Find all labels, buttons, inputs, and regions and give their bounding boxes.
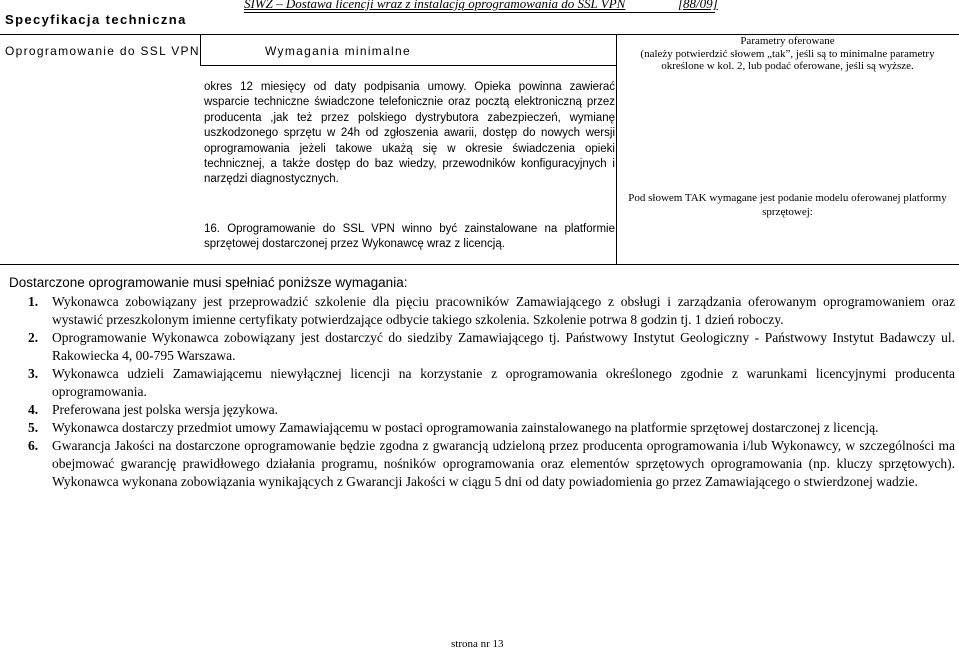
column-c-header-line: określone w kol. 2, lub podać oferowane, jeśli są wyższe. xyxy=(661,60,914,72)
list-item-number: 3. xyxy=(28,366,39,381)
list-item-text: Wykonawca zobowiązany jest przeprowadzić szkolenie dla pięciu pracowników Zamawiającego z obsługi i zarządzania oferowanym oprogramowaniem oraz wystawić przeszkolonym imienne certyfikaty potwierdzające odbycie takiego szkolenia. Szkolenie potrwa 8 godzin tj. 1 dzień roboczy. xyxy=(52,294,955,327)
list-item xyxy=(26,401,955,419)
table-divider-b-c xyxy=(616,34,617,265)
column-c-note xyxy=(620,192,955,219)
requirement-line: 16. Oprogramowanie do SSL VPN winno być zainstalowane na platformie xyxy=(204,223,615,235)
table-header-bottom xyxy=(200,65,616,66)
list-item-text: Oprogramowanie Wykonawca zobowiązany jest dostarczyć do siedziby Zamawiającego tj. Państwowy Instytut Geologiczny - Państwowy Instytut Badawczy ul. Rakowiecka 4, 00-795 Warszawa. xyxy=(52,330,955,363)
requirement-16 xyxy=(204,222,615,253)
column-c-header-line: (należy potwierdzić słowem „tak”, jeśli są to minimalne parametry xyxy=(640,47,935,60)
requirements-list xyxy=(26,293,955,491)
requirement-line: uszkodzonego sprzętu w 24h od zgłoszenia awarii, dostęp do nowych wersji xyxy=(204,127,615,140)
list-item-text: Wykonawca dostarczy przedmiot umowy Zamawiającemu w postaci oprogramowania zainstalowanego na platformie sprzętowej dostarczonej z licencją. xyxy=(52,420,879,435)
list-item-text: Wykonawca udzieli Zamawiającemu niewyłącznej licencji na korzystanie z oprogramowania określonego zgodnie z warunkami licencyjnymi producenta oprogramowania. xyxy=(52,366,955,399)
column-a-header: Oprogramowanie do SSL VPN xyxy=(5,44,200,58)
list-item-number: 6. xyxy=(28,438,39,453)
requirement-text xyxy=(204,80,615,188)
table-divider-a-b xyxy=(200,34,201,65)
column-c-note-line: Pod słowem TAK wymagane jest podanie modelu oferowanej platformy xyxy=(628,192,947,204)
list-item-text: Gwarancja Jakości na dostarczone oprogramowanie będzie zgodna z gwarancją udzieloną przez producenta oprogramowania i/lub Wykonawcy, w szczególności ma obejmować gwarancję prawidłowego działania programu, nośników oprogramowania oraz elementów sprzętowych oprogramowania (np. kluczy sprzętowych). Wykonawca wykonana zobowiązania wynikających z Gwarancji Jakości w ciągu 5 dni od daty powiadomienia go przez Zamawiającego o stwierdzonej wadzie. xyxy=(52,438,955,489)
requirement-line: oprogramowania jeżeli takowe ukażą się w okresie świadczenia opieki xyxy=(204,142,615,155)
requirement-line: narzędzi diagnostycznych. xyxy=(204,173,339,186)
requirements-intro: Dostarczone oprogramowanie musi spełniać poniższe wymagania: xyxy=(9,275,408,290)
document-title: SIWZ – Dostawa licencji wraz z instalacją oprogramowania do SSL VPN xyxy=(244,0,626,11)
section-title: Specyfikacja techniczna xyxy=(5,12,187,27)
list-item-number: 1. xyxy=(28,294,39,309)
requirement-line: sprzętowej dostarczonej przez Wykonawcę wraz z licencją. xyxy=(204,238,505,251)
list-item-number: 5. xyxy=(28,420,39,435)
header-rule xyxy=(244,12,715,13)
list-item xyxy=(26,365,955,401)
page-reference: [88/09] xyxy=(678,0,718,11)
requirement-line: producenta ,jak też przez polskiego dystrybutora zabezpieczeń, wymianę xyxy=(204,111,615,124)
column-b-header: Wymagania minimalne xyxy=(265,44,411,58)
column-c-note-line: sprzętowej: xyxy=(762,205,813,218)
page-number: strona nr 13 xyxy=(451,638,504,650)
list-item xyxy=(26,329,955,365)
list-item-number: 2. xyxy=(28,330,39,345)
requirement-line: wsparcie techniczne świadczone telefonicznie oraz pocztą elektroniczną przez xyxy=(204,96,615,109)
list-item-text: Preferowana jest polska wersja językowa. xyxy=(52,402,279,417)
list-item xyxy=(26,293,955,329)
list-item-number: 4. xyxy=(28,402,39,417)
list-item xyxy=(26,437,955,491)
column-c-header xyxy=(620,35,955,73)
column-c-header-line: Parametry oferowane xyxy=(740,35,835,47)
requirement-line: technicznej, a także dostęp do baz wiedzy, przewodników konfiguracyjnych i xyxy=(204,158,615,171)
requirement-line: okres 12 miesięcy od daty podpisania umowy. Opieka powinna zawierać xyxy=(204,81,615,93)
list-item xyxy=(26,419,955,437)
table-bottom-border xyxy=(0,264,959,265)
